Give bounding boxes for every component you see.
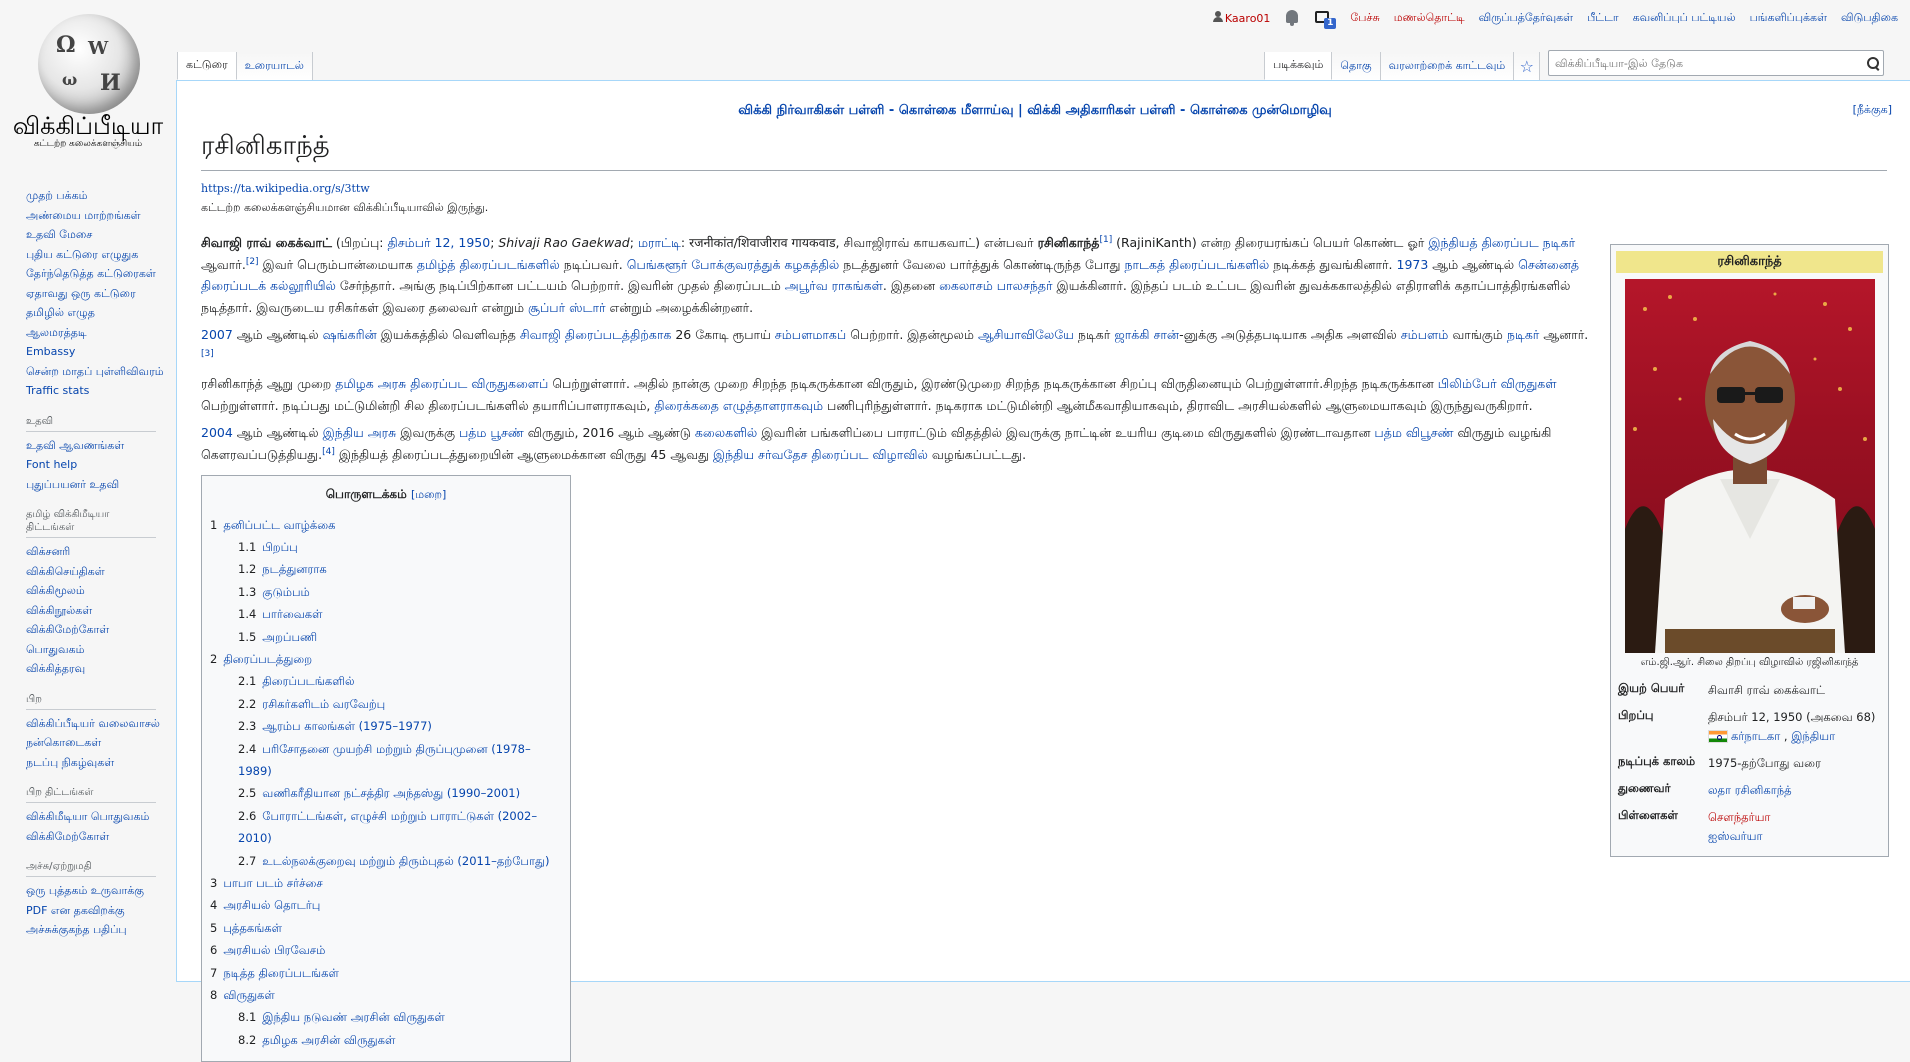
link-birth-date[interactable]: திசம்பர் 12, 1950 (387, 235, 491, 250)
link-sivaji-film[interactable]: சிவாஜி திரைப்படத்திற்காக (519, 327, 672, 342)
infobox-value: 1975-தற்போது வரை (1708, 756, 1821, 770)
toc-number: 8.2 (238, 1032, 257, 1047)
logo-tagline: கட்டற்ற கலைக்களஞ்சியம் (33, 139, 143, 149)
toc-link[interactable]: இந்திய நடுவண் அரசின் விருதுகள் (262, 1010, 445, 1025)
text-span: பெற்றார். இதன்மூலம் (846, 327, 978, 342)
toc-link[interactable]: திரைப்படங்களில் (262, 674, 355, 689)
text-span: இவரின் பங்களிப்பை பாராட்டும் விதத்தில் இவருக்கு நாட்டின் உயரிய குடிமை விருதுகளில் இரண்டாவதான (757, 425, 1375, 440)
toc-number: 1.4 (238, 607, 257, 622)
text-span: ஆம் ஆண்டில் (232, 327, 323, 342)
english-name: Shivaji Rao Gaekwad (498, 235, 630, 250)
infobox (1610, 244, 1889, 857)
sidebar-navigation (26, 186, 164, 401)
short-url-link[interactable]: https://ta.wikipedia.org/s/3ttw (201, 182, 370, 195)
toc-item[interactable] (210, 558, 562, 580)
toc-hide-link[interactable]: [மறை] (410, 488, 447, 501)
infobox-row-active (1616, 750, 1883, 777)
sidebar-others (26, 693, 160, 773)
toc-link[interactable]: ரசிகர்களிடம் வரவேற்பு (262, 696, 386, 711)
notices-tray-icon[interactable] (1314, 9, 1336, 27)
infobox-row-birth-name (1616, 677, 1883, 704)
link-india[interactable]: இந்தியா (1791, 729, 1836, 743)
toc-item[interactable] (210, 1029, 562, 1051)
link-child-2[interactable]: ஐஸ்வர்யா (1708, 829, 1763, 843)
toc-link[interactable]: பிறப்பு (262, 539, 298, 554)
link-screenwriter[interactable]: திரைக்கதை எழுத்தாளராகவும் (654, 397, 824, 413)
toc-item[interactable] (210, 782, 562, 804)
toc-number: 8.1 (238, 1010, 257, 1025)
toc-number: 4 (210, 898, 218, 913)
talk-link[interactable]: பேச்சு (1350, 10, 1380, 24)
toc-title: பொருளடக்கம் (325, 487, 407, 501)
sidebar-other-projects (26, 786, 156, 846)
watchlist-link[interactable]: கவனிப்புப் பட்டியல் (1632, 10, 1736, 24)
sidebar-heading-other-projects: பிற திட்டங்கள் (26, 786, 156, 803)
paragraph-intro (201, 232, 1591, 318)
toc-item[interactable] (210, 917, 562, 939)
infobox-row-spouse (1616, 777, 1883, 804)
personal-tools (1213, 6, 1898, 30)
sidebar-item-random[interactable]: ஏதாவது ஒரு கட்டுரை (26, 286, 136, 300)
ref-3[interactable]: [3] (201, 348, 214, 359)
text-span: இயக்கினார். இந்தப் படம் உட்பட இவரின் துவக்ககாலத்தில் எதிராளிக் கதாப்பாத்திரங்களில் நடித்தார். இவருடைய ரசிகர்கள் இவரை தலைவர் என்றும் (201, 278, 1571, 315)
sidebar-item-wikinews[interactable]: விக்கிசெய்திகள் (26, 564, 105, 578)
toc-number: 1.3 (238, 584, 257, 599)
sidebar-item-write-tamil[interactable]: தமிழில் எழுத (26, 306, 95, 319)
sidebar-item-printable[interactable]: அச்சுக்குகந்த பதிப்பு (26, 923, 127, 936)
sidebar-item-create-book[interactable]: ஒரு புத்தகம் உருவாக்கு (26, 884, 145, 897)
sidebar-heading-projects: தமிழ் விக்கிமீடியா திட்டங்கள் (26, 508, 156, 538)
tab-article[interactable]: கட்டுரை (177, 52, 237, 80)
toc-link[interactable]: அரசியல் பிரவேசம் (223, 943, 326, 958)
namespace-tabs (177, 52, 313, 80)
text-span: விருதும், 2016 ஆம் ஆண்டு (523, 425, 695, 440)
infobox-title: ரசினிகாந்த் (1616, 251, 1883, 273)
sidebar-item-traffic-stats[interactable]: Traffic stats (26, 384, 90, 397)
text-span: பணிபுரிந்துள்ளார். நடிகராக மட்டுமின்றி ஆன்மீகவாதியாகவும், திராவிட அரசியல்களில் ஆளுமையாகவும் இருந்துவருகிறார். (823, 397, 1533, 413)
toc-link[interactable]: ஆரம்ப காலங்கள் (1975–1977) (262, 719, 432, 734)
toc-number: 7 (210, 965, 218, 980)
sidebar-heading-print: அச்சு/ஏற்றுமதி (26, 860, 156, 877)
logo-wordmark: விக்கிப்பீடியா (12, 112, 164, 140)
text-span: ரசினிகாந்த் ஆறு முறை (201, 376, 336, 391)
sidebar-item-wikisource[interactable]: விக்கிமூலம் (26, 584, 85, 597)
link-padma-bhushan[interactable]: பத்ம பூசண் (458, 425, 524, 440)
search-box (1548, 50, 1884, 76)
text-span: ஆவார். (201, 256, 246, 272)
link-jackie-chan[interactable]: ஜாக்கி சான் (1114, 327, 1180, 342)
logout-link[interactable]: விடுபதிகை (1841, 10, 1898, 24)
search-icon[interactable] (1861, 52, 1883, 74)
toc-item[interactable] (210, 603, 562, 625)
sidebar-item-wiktionary[interactable]: விக்சனரி (26, 545, 71, 558)
text-span: இவர் பெரும்பான்மையாக (258, 256, 417, 272)
sidebar-item-font-help[interactable]: Font help (26, 458, 78, 471)
toc-link[interactable]: தனிப்பட்ட வாழ்க்கை (223, 517, 336, 532)
text-span: வாங்கும் (1448, 327, 1507, 342)
toc-number: 1.2 (238, 562, 257, 577)
text-span: நடத்துனர் வேலை பார்த்துக் கொண்டிருந்த போது (839, 256, 1125, 272)
toc-number: 2.2 (238, 696, 257, 711)
search-input[interactable] (1549, 57, 1861, 70)
contributions-link[interactable]: பங்களிப்புக்கள் (1749, 10, 1828, 24)
tab-edit[interactable]: தொகு (1332, 52, 1380, 80)
sidebar-item-new-article[interactable]: புதிய கட்டுரை எழுதுக (26, 247, 139, 261)
toc-link[interactable]: திரைப்படத்துறை (223, 651, 313, 666)
sidebar-heading-others: பிற (26, 693, 156, 710)
tab-talk[interactable]: உரையாடல் (237, 52, 313, 80)
toc-item[interactable] (210, 514, 562, 536)
sidebar-item-help-docs[interactable]: உதவி ஆவணங்கள் (26, 438, 125, 452)
toc-number: 2 (210, 651, 218, 666)
toc-link[interactable]: பாபா படம் சர்ச்சை (223, 876, 323, 890)
sidebar-item-recent-changes[interactable]: அண்மைய மாற்றங்கள் (26, 208, 141, 222)
link-2004[interactable]: 2004 (201, 425, 233, 440)
infobox-value: சிவாசி ராவ் கைக்வாட் (1708, 683, 1826, 697)
toc-item[interactable] (210, 1006, 562, 1028)
link-asia[interactable]: ஆசியாவிலேயே (977, 327, 1074, 342)
sidebar-item-download-pdf[interactable]: PDF என தகவிறக்கு (26, 903, 125, 917)
toc-item[interactable] (210, 693, 562, 715)
toc-number: 3 (210, 876, 218, 890)
sidebar-item-wikiquote[interactable]: விக்கிமேற்கோள் (26, 623, 110, 636)
sidebar-item-embassy[interactable]: Embassy (26, 345, 76, 358)
infobox-label: பிறப்பு (1618, 708, 1654, 722)
link-tamil-films[interactable]: தமிழ்த் திரைப்படங்களில் (416, 256, 560, 272)
text-span: , (1780, 729, 1792, 743)
sidebar-item-main-page[interactable]: முதற் பக்கம் (26, 189, 88, 202)
link-padma-vibhushan[interactable]: பத்ம விபூசண் (1374, 425, 1454, 440)
text-span: இந்தியத் திரைப்படத்துறையின் ஆளுமைக்கான விருது 45 ஆவது (334, 446, 713, 462)
toc-number: 2.4 (238, 741, 257, 756)
text-span: (RajiniKanth) என்ற திரையரங்கப் பெயர் கொண்ட ஓர் (1112, 235, 1429, 250)
link-state-awards[interactable]: தமிழக அரசு திரைப்பட விருதுகளைப் (335, 376, 549, 391)
link-shankar[interactable]: ஷங்கரின் (322, 327, 377, 342)
infobox-label: இயற் பெயர் (1618, 681, 1685, 695)
link-child-1[interactable]: சௌந்தர்யா (1708, 810, 1771, 824)
toc-item[interactable] (210, 581, 562, 603)
text-span: பெற்றுள்ளார். நடிப்பது மட்டுமின்றி சில திரைப்படங்களில் தயாரிப்பாளராகவும், (201, 397, 655, 413)
notifications-bell-icon[interactable] (1284, 9, 1300, 27)
link-spouse[interactable]: லதா ரசினிகாந்த் (1708, 783, 1792, 797)
sidebar-item-wikibooks[interactable]: விக்கிநூல்கள் (26, 603, 93, 617)
toc-link[interactable]: அறப்பணி (262, 629, 318, 644)
content-area (176, 80, 1910, 1047)
link-marathi[interactable]: மராட்டி (637, 235, 681, 250)
link-film-institute[interactable]: சென்னைத் திரைப்படக் கல்லூரியில் (201, 256, 1580, 293)
toc-link[interactable]: நடித்த திரைப்படங்கள் (223, 965, 339, 980)
text-span: சேர்ந்தார். அங்கு நடிப்பிற்கான பட்டயம் பெற்றார். இவரின் முதல் திரைப்படம் (335, 278, 785, 293)
born-date: திசம்பர் 12, 1950 (அகவை 68) (1708, 710, 1876, 724)
toc-number: 8 (210, 988, 218, 1003)
sidebar-help (26, 415, 156, 495)
text-span: பெற்றுள்ளார். அதில் நான்கு முறை சிறந்த நடிகருக்கான விருதும், இரண்டுமுறை சிறந்த நடிகருக்கான சிறப்பு விருதினையும் பெற்றுள்ளார்.சிறந்த நடிகருக்கான (548, 376, 1438, 391)
text-span: ஆம் ஆண்டில் (1428, 256, 1519, 272)
ref-1[interactable]: [1] (1099, 234, 1113, 245)
toc-item[interactable] (210, 805, 562, 850)
toc-number: 1.5 (238, 629, 257, 644)
toc-item[interactable] (210, 536, 562, 558)
link-salary[interactable]: சம்பளமாகப் (774, 327, 847, 342)
link-karnataka[interactable]: கர்நாடகா (1731, 729, 1781, 743)
link-iffi[interactable]: இந்திய சர்வதேச திரைப்பட விழாவில் (712, 446, 928, 462)
toc-number: 6 (210, 943, 218, 958)
toc-item[interactable] (210, 715, 562, 737)
view-tabs (1264, 52, 1540, 80)
user-icon (1213, 11, 1223, 22)
link-govt-india[interactable]: இந்திய அரசு (322, 425, 397, 440)
text-span: என்றும் அழைக்கின்றனர். (605, 299, 754, 315)
watch-star-icon[interactable]: ☆ (1514, 52, 1540, 80)
link-actor[interactable]: நடிகர் (1506, 327, 1540, 342)
link-bmtc[interactable]: பெங்களூர் போக்குவரத்துக் கழகத்தில் (626, 256, 840, 272)
india-flag-icon (1708, 730, 1728, 743)
toc-link[interactable]: புத்தகங்கள் (223, 920, 283, 935)
text-span: ; (490, 235, 499, 250)
sidebar-item-donations[interactable]: நன்கொடைகள் (26, 736, 102, 749)
sidebar-item-wikidata[interactable]: விக்கித்தரவு (26, 662, 86, 675)
toc-item[interactable] (210, 670, 562, 692)
username-link[interactable]: Kaaro01 (1224, 12, 1271, 25)
text-span: ஆம் ஆண்டில் (232, 425, 323, 440)
toc-item[interactable] (210, 872, 562, 894)
infobox-label: பிள்ளைகள் (1618, 808, 1678, 822)
link-filmfare[interactable]: பிலிம்பேர் விருதுகள் (1437, 376, 1557, 391)
sidebar-item-portal[interactable]: விக்கிப்பீடியர் வலைவாசல் (26, 716, 160, 730)
ref-2[interactable]: [2] (245, 256, 259, 267)
globe-icon: Ω W И ω (38, 14, 140, 114)
toc-number: 2.6 (238, 808, 257, 823)
sidebar-heading-help: உதவி (26, 415, 156, 432)
portrait-caption: எம்.ஜி.ஆர். சிலை திறப்பு விழாவில் ரஜினிகாந்த் (1640, 657, 1859, 668)
portrait-illustration (1625, 279, 1875, 653)
toc-title-row (210, 484, 562, 506)
stage-name: ரசினிகாந்த் (1037, 235, 1100, 250)
paragraph-sivaji (201, 324, 1591, 367)
infobox-label: துணைவர் (1618, 781, 1671, 795)
text-span: 26 கோடி ரூபாய் (671, 327, 775, 342)
toc-item[interactable] (210, 648, 562, 670)
infobox-row-born (1616, 704, 1883, 750)
infobox-table (1616, 677, 1883, 850)
toc-link[interactable]: பரிசோதனை முயற்சி மற்றும் திருப்புமுனை (1978–1989) (238, 741, 531, 778)
site-notice (177, 103, 1893, 119)
paragraph-honours (201, 422, 1591, 465)
sidebar-item-village-pump[interactable]: ஆலமரத்தடி (26, 325, 87, 339)
text-span: . இதனை (882, 278, 940, 293)
text-span: ஆனார். (1539, 327, 1589, 342)
link-superstar[interactable]: சூப்பர் ஸ்டார் (528, 299, 606, 315)
article-body (201, 232, 1591, 1062)
toc-number: 2.5 (238, 786, 257, 801)
sidebar-item-help-desk[interactable]: உதவி மேசை (26, 228, 93, 241)
link-salary-2[interactable]: சம்பளம் (1400, 327, 1449, 342)
toc-link[interactable]: பார்வைகள் (262, 607, 323, 622)
link-1973[interactable]: 1973 (1396, 256, 1429, 272)
portrait-image[interactable] (1625, 279, 1875, 653)
site-notice-link[interactable]: விக்கி நிர்வாகிகள் பள்ளி - கொள்கை மீளாய்வு | விக்கி அதிகாரிகள் பள்ளி - கொள்கை முன்மொழிவு (738, 103, 1332, 118)
toc-item[interactable] (210, 962, 562, 984)
sidebar-item-statistics[interactable]: சென்ற மாதப் புள்ளிவிவரம் (26, 364, 164, 378)
subject-name: சிவாஜி ராவ் கைக்வாட் (201, 235, 332, 250)
user-page-link[interactable] (1213, 11, 1271, 25)
toc-link[interactable]: விருதுகள் (223, 988, 275, 1003)
toc-link[interactable]: அரசியல் தொடர்பு (223, 898, 321, 913)
tab-read[interactable]: படிக்கவும் (1264, 52, 1332, 80)
notice-count-badge: 1 (1324, 18, 1336, 29)
text-span: விருதும் வழங்கி கௌரவப்படுத்தியது. (201, 425, 1552, 462)
sidebar-item-current-events[interactable]: நடப்பு நிகழ்வுகள் (26, 755, 115, 769)
toc-item[interactable] (210, 738, 562, 783)
toc-item[interactable] (210, 984, 562, 1006)
link-first-film[interactable]: அபூர்வ ராகங்கள் (784, 278, 883, 293)
toc-item[interactable] (210, 939, 562, 961)
infobox-row-children (1616, 804, 1883, 850)
sidebar-item-wikiquote-project[interactable]: விக்கிமேற்கோள் (26, 829, 110, 843)
toc-link[interactable]: வணிகரீதியான நட்சத்திர அந்தஸ்து (1990–2001) (262, 786, 521, 801)
wikipedia-logo[interactable] (0, 0, 176, 160)
infobox-value (1706, 777, 1883, 804)
text-span: வழங்கப்பட்டது. (927, 446, 1027, 462)
toc-number: 1.1 (238, 539, 257, 554)
toc-item[interactable] (210, 894, 562, 916)
ref-4[interactable]: [4] (322, 446, 335, 457)
toc-number: 2.1 (238, 674, 257, 689)
sandbox-link[interactable]: மணல்தொட்டி (1393, 10, 1465, 24)
text-span: (பிறப்பு: (331, 235, 388, 250)
link-2007[interactable]: 2007 (201, 327, 233, 342)
link-director[interactable]: கைலாசம் பாலசந்தர் (939, 278, 1053, 293)
text-span: : रजनीकांत/शिवाजीराव गायकवाड, சிவாஜிராவ் காயகவாட்) என்பவர் (680, 235, 1038, 250)
text-span: நடிகர் (1073, 327, 1115, 342)
toc-link[interactable]: உடல்நலக்குறைவு மற்றும் திரும்புதல் (2011–தற்போது) (262, 853, 550, 868)
infobox-label: நடிப்புக் காலம் (1618, 754, 1696, 768)
toc-number: 1 (210, 517, 218, 532)
text-span: -னுக்கு அடுத்தபடியாக அதிக அளவில் (1179, 327, 1401, 342)
text-span: நடிக்கத் துவங்கினார். (1269, 256, 1397, 272)
dismiss-notice-link[interactable]: [நீக்குக] (1852, 103, 1892, 116)
text-span: இவருக்கு (396, 425, 459, 440)
link-stage-films[interactable]: நாடகத் திரைப்படங்களில் (1124, 256, 1270, 272)
sidebar (26, 186, 164, 954)
infobox-value (1706, 704, 1883, 750)
toc-link[interactable]: குடும்பம் (262, 584, 310, 599)
sidebar-item-featured[interactable]: தேர்ந்தெடுத்த கட்டுரைகள் (26, 267, 156, 280)
beta-link[interactable]: பீட்டா (1587, 10, 1619, 24)
toc-item[interactable] (210, 626, 562, 648)
sidebar-item-wikimedia-commons[interactable]: விக்கிமீடியா பொதுவகம் (26, 810, 150, 823)
link-indian-actor[interactable]: இந்தியத் திரைப்பட நடிகர் (1428, 235, 1576, 250)
site-subtitle: கட்டற்ற கலைக்களஞ்சியமான விக்கிப்பீடியாவில் இருந்து. (201, 201, 489, 214)
toc-link[interactable]: தமிழக அரசின் விருதுகள் (262, 1032, 396, 1047)
sidebar-item-commons[interactable]: பொதுவகம் (26, 642, 85, 656)
toc-number: 2.3 (238, 719, 257, 734)
table-of-contents (201, 475, 571, 1062)
sidebar-print (26, 860, 156, 940)
sidebar-projects (26, 508, 156, 679)
tab-history[interactable]: வரலாற்றைக் காட்டவும் (1381, 52, 1515, 80)
preferences-link[interactable]: விருப்பத்தேர்வுகள் (1478, 10, 1574, 24)
toc-item[interactable] (210, 850, 562, 872)
text-span: இயக்கத்தில் வெளிவந்த (376, 327, 520, 342)
toc-number: 2.7 (238, 853, 257, 868)
link-arts[interactable]: கலைகளில் (694, 425, 758, 440)
infobox-value (1706, 804, 1883, 850)
toc-link[interactable]: நடத்துனராக (262, 562, 327, 577)
page-title: ரசினிகாந்த் (201, 131, 1887, 171)
text-span: ; (629, 235, 638, 250)
sidebar-item-newcomer-help[interactable]: புதுப்பயனர் உதவி (26, 477, 120, 491)
toc-link[interactable]: போராட்டங்கள், எழுச்சி மற்றும் பாராட்டுகள் (2002–2010) (238, 808, 538, 846)
text-span: நடிப்பவர். (559, 256, 627, 272)
toc-list (210, 514, 562, 1052)
toc-number: 5 (210, 920, 218, 935)
paragraph-awards (201, 373, 1591, 416)
